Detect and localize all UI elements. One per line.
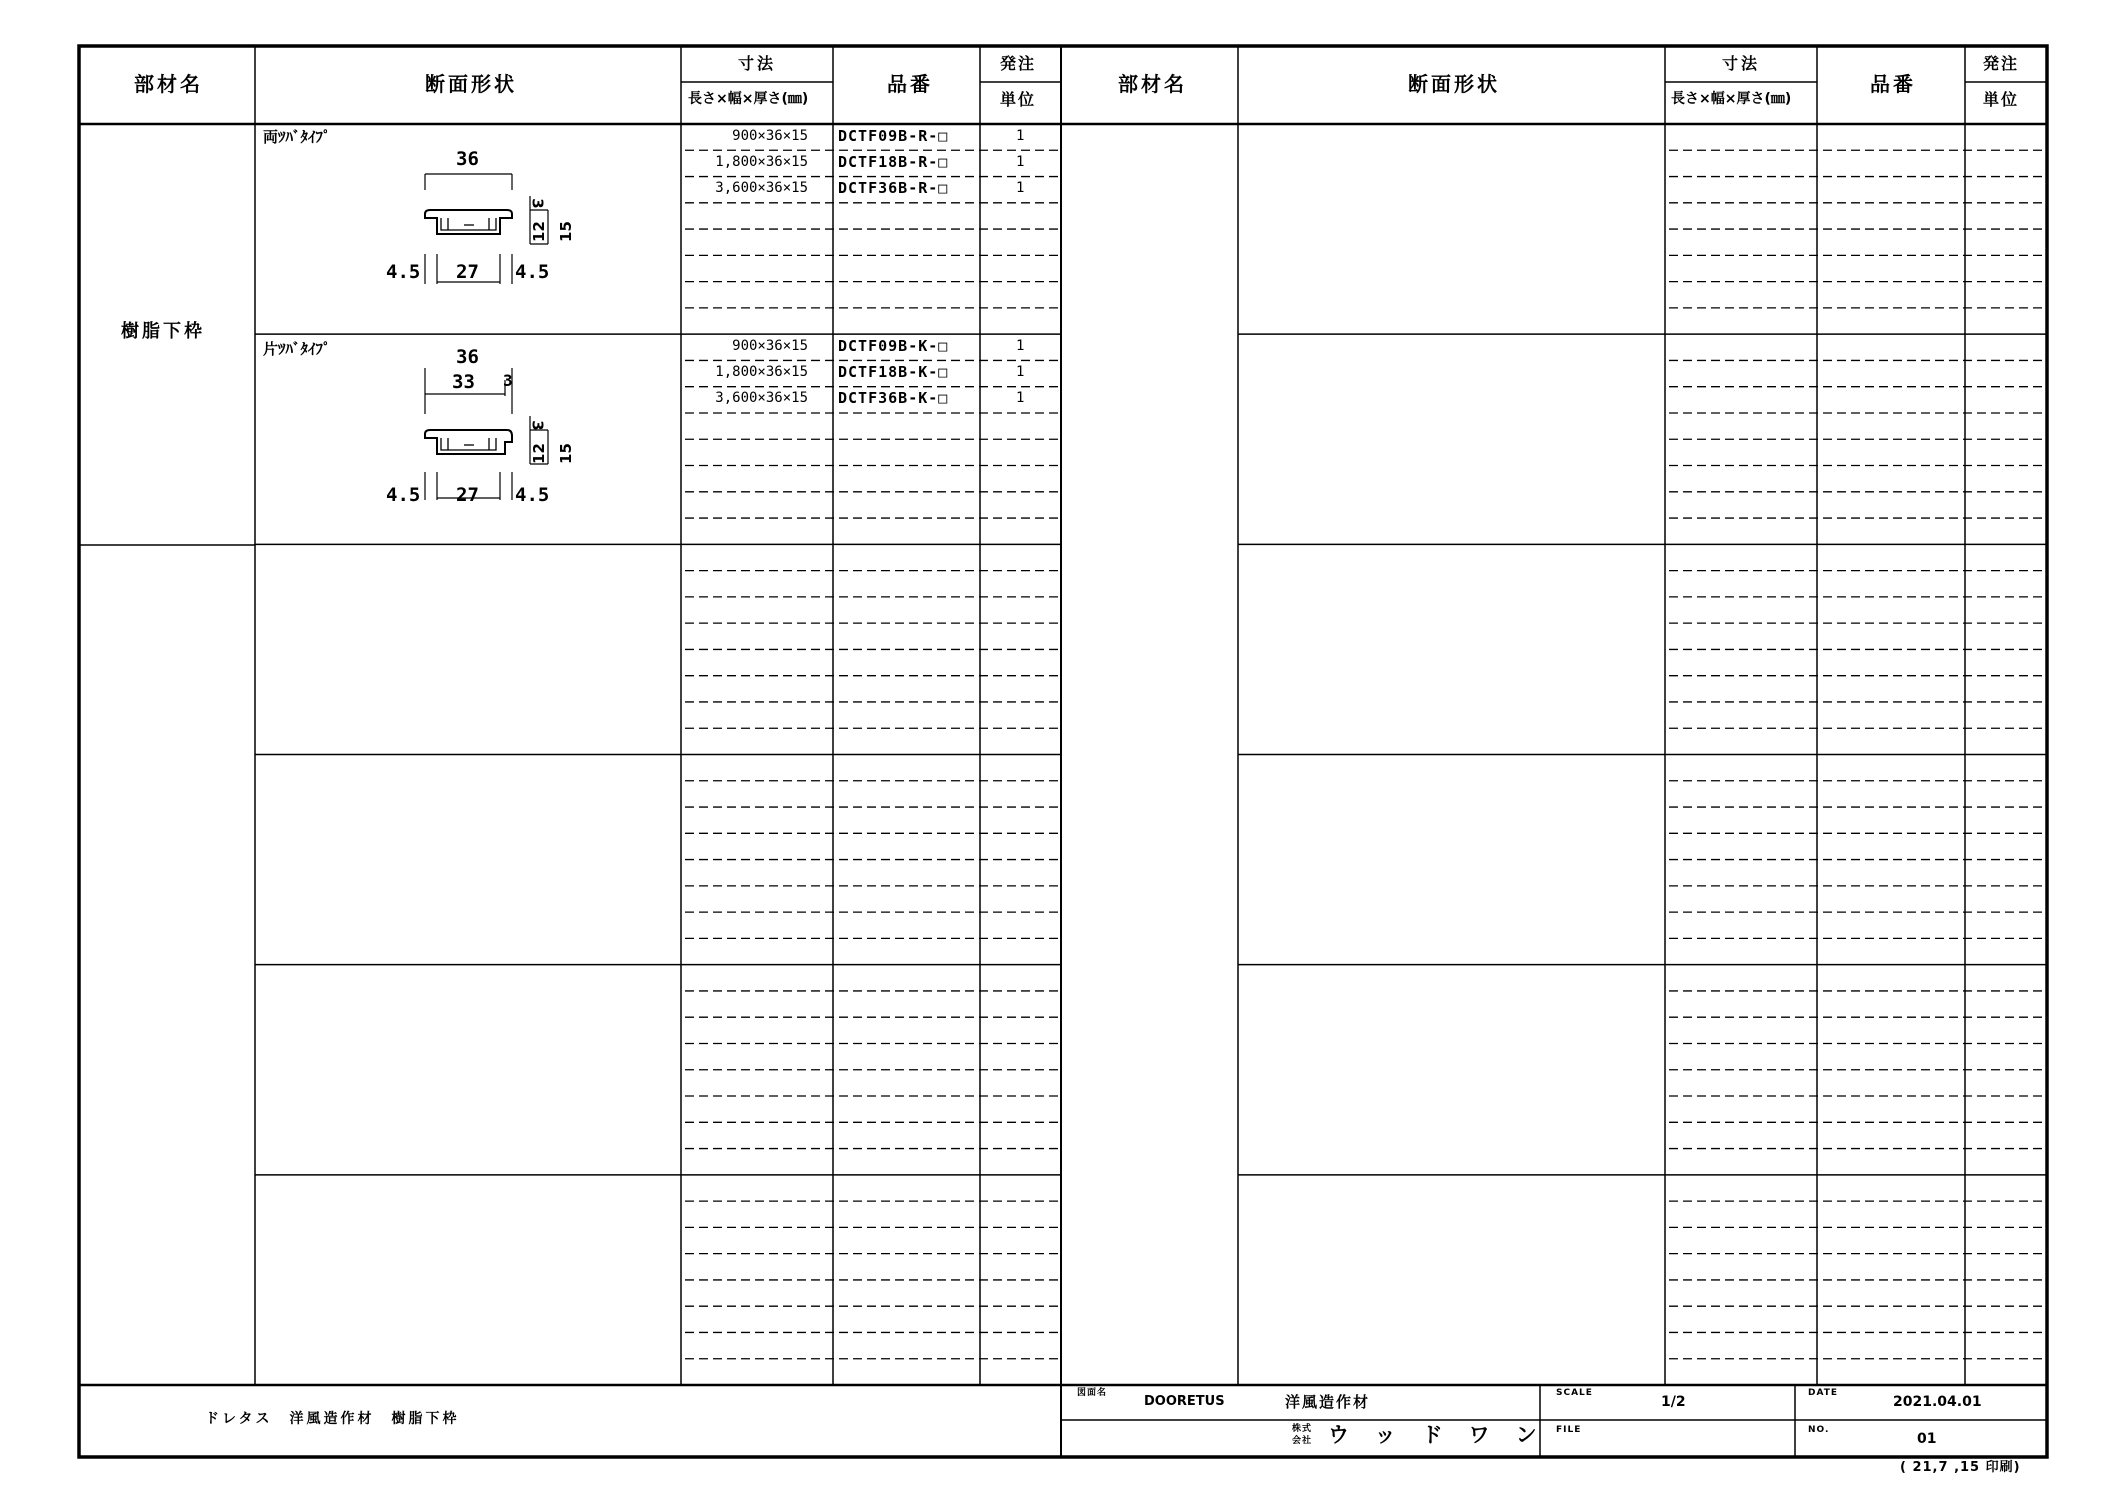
type-label-double: 両ﾂﾊﾞﾀｲﾌﾟ — [263, 128, 331, 146]
dim-top-width: 36 — [456, 346, 479, 368]
header-part-number: 品番 — [887, 72, 933, 96]
member-name: 樹脂下枠 — [121, 321, 205, 342]
dim-center: 27 — [456, 261, 479, 283]
scale-label: SCALE — [1556, 1388, 1593, 1398]
date-value: 2021.04.01 — [1893, 1394, 1982, 1410]
header-dimension-sub: 長さ×幅×厚さ(㎜) — [688, 91, 809, 107]
file-label: FILE — [1556, 1425, 1582, 1435]
dim-top-width: 36 — [456, 148, 479, 170]
size-cell: 900×36×15 — [732, 338, 808, 354]
type-label-single: 片ﾂﾊﾞﾀｲﾌﾟ — [263, 340, 331, 358]
size-cell: 3,600×36×15 — [715, 180, 808, 196]
footer-title: ドレタス 洋風造作材 樹脂下枠 — [205, 1411, 460, 1427]
unit-cell: 1 — [1016, 338, 1025, 354]
header-member-name: 部材名 — [134, 72, 203, 96]
date-label: DATE — [1808, 1388, 1839, 1398]
code-cell: DCTF36B-K-□ — [838, 389, 949, 407]
dim-right: 4.5 — [515, 261, 550, 283]
dim-left: 4.5 — [386, 484, 421, 506]
dim-right: 4.5 — [515, 484, 550, 506]
series-label: 図面名 — [1077, 1388, 1108, 1398]
no-label: NO. — [1808, 1425, 1830, 1435]
unit-cell: 1 — [1016, 180, 1025, 196]
category-value: 洋風造作材 — [1285, 1393, 1371, 1411]
dim-height-total: 15 — [556, 221, 575, 242]
code-cell: DCTF36B-R-□ — [838, 179, 949, 197]
code-cell: DCTF09B-R-□ — [838, 127, 949, 145]
header-order-right: 発注 — [1983, 54, 2020, 73]
series-value: DOORETUS — [1144, 1394, 1225, 1409]
dim-small: 3 — [528, 198, 547, 209]
header-dimension-sub-right: 長さ×幅×厚さ(㎜) — [1671, 91, 1792, 107]
dim-height-inner: 12 — [529, 221, 548, 242]
header-dimension: 寸法 — [738, 54, 777, 73]
dim-left: 4.5 — [386, 261, 421, 283]
dim-small: 3 — [528, 420, 547, 431]
dim-height-inner: 12 — [529, 443, 548, 464]
header-section-shape-right: 断面形状 — [1408, 72, 1500, 96]
unit-cell: 1 — [1016, 154, 1025, 170]
dim-height-total: 15 — [556, 443, 575, 464]
code-cell: DCTF09B-K-□ — [838, 337, 949, 355]
unit-cell: 1 — [1016, 364, 1025, 380]
company-name: ウッドワン — [1328, 1423, 1563, 1447]
company-prefix-bottom: 会社 — [1292, 1436, 1313, 1446]
company-prefix-top: 株式 — [1292, 1424, 1313, 1434]
unit-cell: 1 — [1016, 128, 1025, 144]
code-cell: DCTF18B-R-□ — [838, 153, 949, 171]
header-member-name-right: 部材名 — [1118, 72, 1187, 96]
dim-center: 27 — [456, 484, 479, 506]
header-dimension-right: 寸法 — [1722, 54, 1761, 73]
size-cell: 1,800×36×15 — [715, 364, 808, 380]
size-cell: 1,800×36×15 — [715, 154, 808, 170]
dim-right-gap: 3 — [503, 371, 513, 390]
scale-value: 1/2 — [1661, 1394, 1686, 1410]
header-unit-right: 単位 — [1983, 90, 2020, 109]
dim-inner-top: 33 — [452, 371, 475, 393]
print-note: ( 21,7 ,15 印刷) — [1900, 1460, 2021, 1475]
unit-cell: 1 — [1016, 390, 1025, 406]
no-value: 01 — [1917, 1431, 1937, 1447]
header-unit: 単位 — [1000, 90, 1037, 109]
size-cell: 3,600×36×15 — [715, 390, 808, 406]
code-cell: DCTF18B-K-□ — [838, 363, 949, 381]
header-order: 発注 — [1000, 54, 1037, 73]
size-cell: 900×36×15 — [732, 128, 808, 144]
header-section-shape: 断面形状 — [425, 72, 517, 96]
header-part-number-right: 品番 — [1870, 72, 1916, 96]
